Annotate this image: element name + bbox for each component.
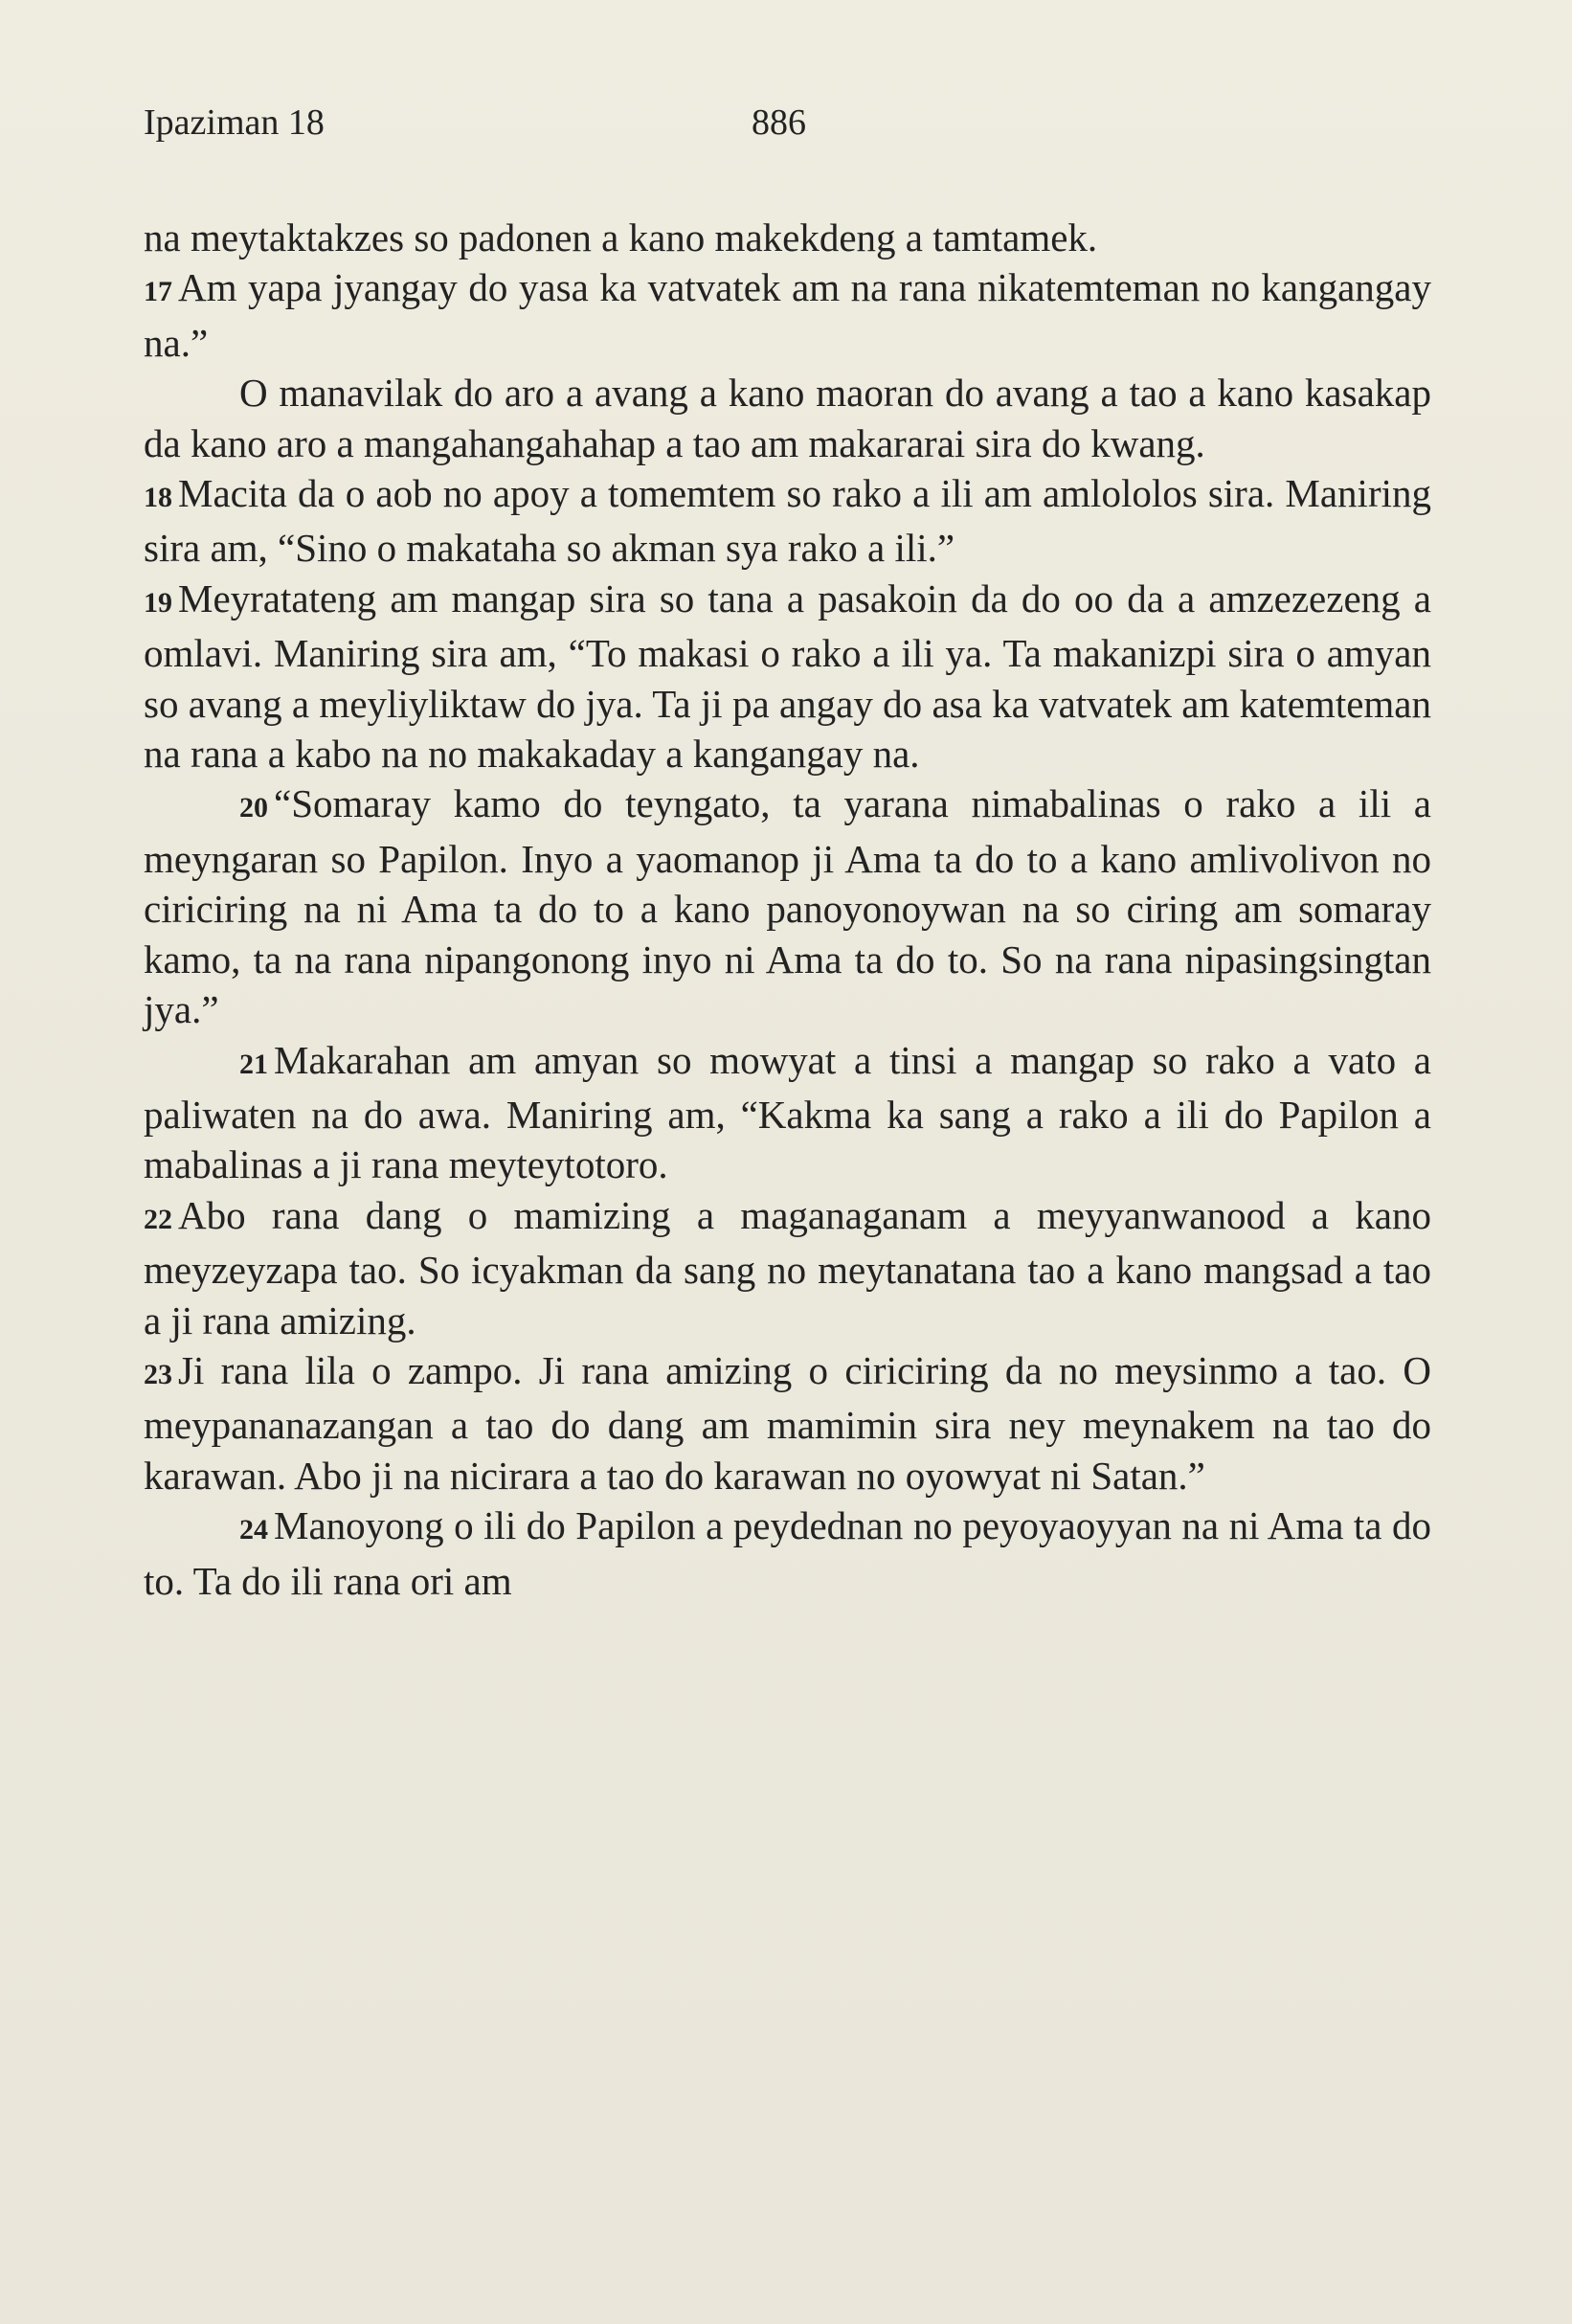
verse-text: Manoyong o ili do Papilon a peydednan no peyoyaoyyan na ni Ama ta do to. Ta do ili rana ori am xyxy=(144,1503,1431,1603)
verse-text: Macita da o aob no apoy a tomemtem so rako a ili am amlololos sira. Maniring sira am, “Sino o makataha so akman sya rako a ili.” xyxy=(144,471,1431,571)
verse-number: 24 xyxy=(239,1514,268,1546)
verse-number: 21 xyxy=(239,1048,268,1080)
verse-paragraph xyxy=(144,778,1431,1034)
verse-text: Makarahan am amyan so mowyat a tinsi a mangap so rako a vato a paliwaten na do awa. Maniring am, “Kakma ka sang a rako a ili do Papilon a mabalinas a ji rana meyteytotoro. xyxy=(144,1037,1431,1187)
verse-paragraph xyxy=(144,1500,1431,1606)
verse-number: 20 xyxy=(239,792,268,824)
body-text xyxy=(144,213,1431,1606)
paragraph-text: na meytaktakzes so padonen a kano makekdeng a tamtamek. xyxy=(144,215,1098,259)
verse-number: 18 xyxy=(144,482,172,514)
page-number: 886 xyxy=(752,102,806,143)
verse-paragraph xyxy=(144,1345,1431,1500)
verse-paragraph xyxy=(144,1190,1431,1345)
verse-paragraph xyxy=(144,1035,1431,1190)
verse-text: Ji rana lila o zampo. Ji rana amizing o ciriciring da no meysinmo a tao. O meypananazangan a tao do dang am mamimin sira ney meynakem na tao do karawan. Abo ji na nicirara a tao do karawan no oyowyat ni Satan.” xyxy=(144,1347,1431,1498)
paragraph-text: O manavilak do aro a avang a kano maoran do avang a tao a kano kasakap da kano aro a mangahangahahap a tao am makararai sira do kwang. xyxy=(144,371,1431,465)
verse-paragraph xyxy=(144,574,1431,779)
verse-text: Meyratateng am mangap sira so tana a pasakoin da do oo da a amzezezeng a omlavi. Maniring sira am, “To makasi o rako a ili ya. Ta makanizpi sira o amyan so avang a meyliyliktaw do jya. Ta ji pa angay do asa ka vatvatek am katemteman na rana a kabo na no makakaday a kangangay na. xyxy=(144,575,1431,777)
paragraph xyxy=(144,368,1431,468)
verse-text: Am yapa jyangay do yasa ka vatvatek am na rana nikatemteman no kangangay na.” xyxy=(144,265,1431,365)
verse-paragraph xyxy=(144,468,1431,574)
verse-number: 22 xyxy=(144,1203,172,1235)
paragraph xyxy=(144,213,1431,262)
running-head: Ipaziman 18 xyxy=(144,102,325,143)
verse-number: 17 xyxy=(144,276,172,308)
verse-text: “Somaray kamo do teyngato, ta yarana nimabalinas o rako a ili a meyngaran so Papilon. Inyo a yaomanop ji Ama ta do to a kano amlivolivon no ciriciring na ni Ama ta do to a kano panoyonoywan na so ciring am somaray kamo, ta na rana nipangonong inyo ni Ama ta do to. So na rana nipasingsingtan jya.” xyxy=(144,781,1431,1032)
page-header xyxy=(144,94,1426,151)
verse-text: Abo rana dang o mamizing a maganaganam a meyyanwanood a kano meyzeyzapa tao. So icyakman da sang no meytanatana tao a kano mangsad a tao a ji rana amizing. xyxy=(144,1192,1431,1343)
verse-number: 23 xyxy=(144,1358,172,1390)
verse-paragraph xyxy=(144,262,1431,368)
verse-number: 19 xyxy=(144,586,172,619)
